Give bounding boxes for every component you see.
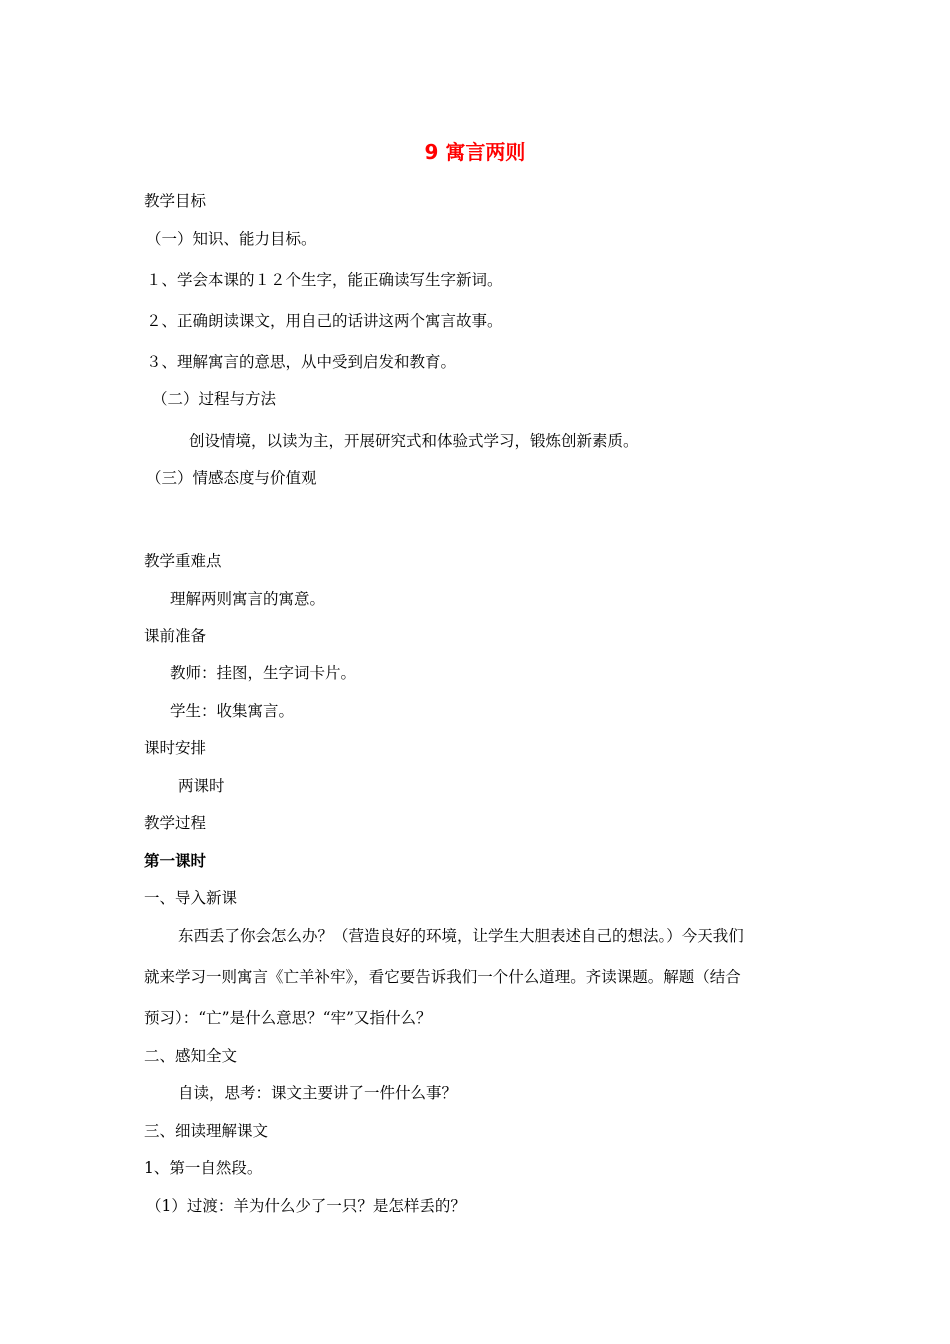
heading-schedule: 课时安排 (144, 739, 207, 757)
step-2-text: 自读，思考：课文主要讲了一件什么事？ (178, 1084, 458, 1102)
step-3-item-1: 1、第一自然段。 (144, 1159, 263, 1177)
paragraph-line-3: 预习）：“亡”是什么意思？“牢”又指什么？ (144, 1009, 432, 1027)
goal-item-2: ２、正确朗读课文，用自己的话讲这两个寓言故事。 (146, 312, 503, 330)
heading-key-difficulties: 教学重难点 (144, 552, 222, 570)
heading-first-lesson: 第一课时 (144, 852, 207, 870)
paragraph-line-1: 东西丢了你会怎么办？（营造良好的环境，让学生大胆表述自己的想法。）今天我们 (178, 927, 744, 945)
key-difficulties-text: 理解两则寓言的寓意。 (170, 590, 326, 608)
process-method-text: 创设情境，以读为主，开展研究式和体验式学习，锻炼创新素质。 (189, 432, 639, 450)
goal-item-1: １、学会本课的１２个生字，能正确读写生字新词。 (146, 271, 503, 289)
heading-preparation: 课前准备 (144, 627, 207, 645)
paragraph-line-2: 就来学习一则寓言《亡羊补牢》，看它要告诉我们一个什么道理。齐读课题。解题（结合 (144, 968, 741, 986)
step-3-heading: 三、细读理解课文 (144, 1122, 269, 1140)
subheading-process-method: （二）过程与方法 (152, 390, 277, 408)
lesson-title: 9 寓言两则 (424, 140, 526, 164)
schedule-text: 两课时 (178, 777, 225, 795)
preparation-student: 学生：收集寓言。 (170, 702, 295, 720)
subheading-emotion-values: （三）情感态度与价值观 (146, 469, 317, 487)
heading-teaching-goals: 教学目标 (144, 192, 207, 210)
preparation-teacher: 教师：挂图，生字词卡片。 (170, 664, 357, 682)
subheading-knowledge-goals: （一）知识、能力目标。 (146, 230, 317, 248)
heading-teaching-process: 教学过程 (144, 814, 207, 832)
goal-item-3: ３、理解寓言的意思，从中受到启发和教育。 (146, 353, 457, 371)
step-2-heading: 二、感知全文 (144, 1047, 238, 1065)
step-1-heading: 一、导入新课 (144, 889, 238, 907)
step-3-subitem-1: （1）过渡：羊为什么少了一只？是怎样丢的？ (146, 1197, 466, 1215)
